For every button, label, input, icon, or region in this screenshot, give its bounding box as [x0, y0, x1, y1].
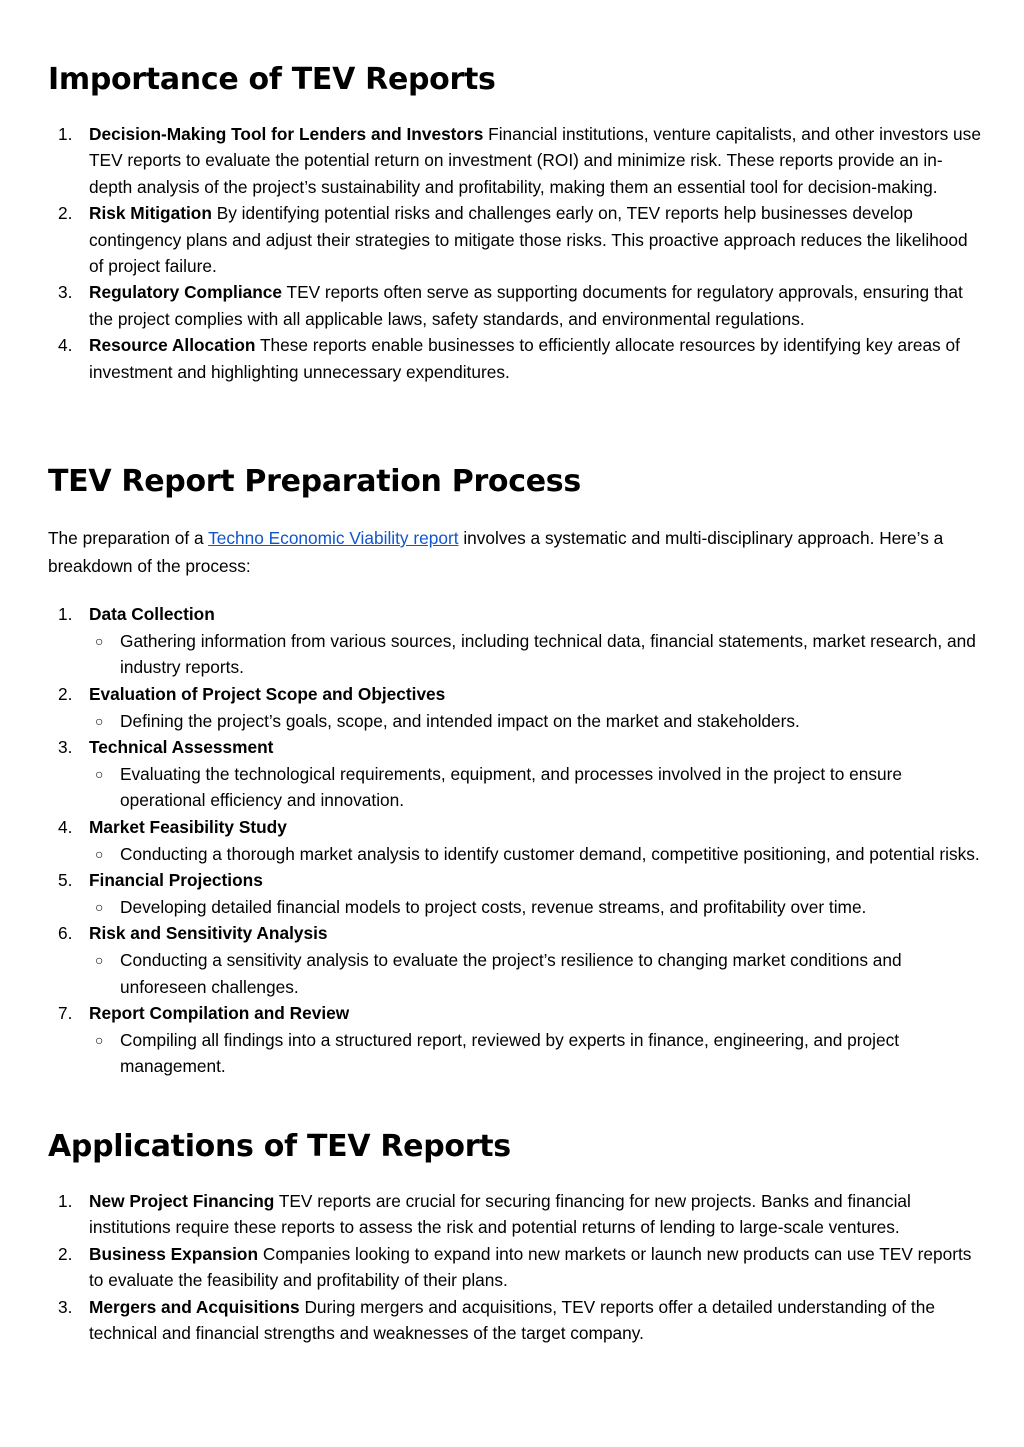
process-step [48, 734, 983, 814]
list-number: 2. [58, 203, 73, 224]
step-details [89, 947, 983, 1000]
list-item [48, 279, 983, 332]
section-heading-preparation: TEV Report Preparation Process [48, 464, 581, 499]
step-detail-text: Conducting a sensitivity analysis to evaluate the project’s resilience to changing market conditions and unforeseen challenges. [120, 950, 902, 997]
process-step [48, 681, 983, 734]
process-step [48, 920, 983, 1000]
list-number: 4. [58, 335, 73, 356]
intro-text-after: involves a systematic and multi-disciplinary approach. Here’s a breakdown of the process: [48, 528, 944, 576]
hollow-bullet-icon: ○ [95, 898, 104, 915]
section-heading-importance: Importance of TEV Reports [48, 62, 496, 97]
list-number: 2. [58, 683, 73, 704]
list-number: 3. [58, 282, 73, 303]
hollow-bullet-icon: ○ [95, 1032, 104, 1048]
item-text: These reports enable businesses to efficiently allocate resources by identifying key areas of investment and highlighting unnecessary expenditures. [89, 335, 960, 382]
hollow-bullet-icon: ○ [95, 845, 104, 862]
step-details [89, 894, 983, 920]
step-label: Market Feasibility Study [89, 816, 287, 837]
item-text: Financial institutions, venture capitalists, and other investors use TEV reports to evaluate the potential return on investment (ROI) and minimize risk. These reports provide an in-depth analysis of the project’s sustainability and profitability, making them an essential tool for decision-making. [89, 124, 981, 197]
intro-paragraph [48, 524, 983, 580]
item-text: During mergers and acquisitions, TEV reports offer a detailed understanding of the technical and financial strengths and weaknesses of the target company. [89, 1296, 935, 1344]
applications-list [48, 1188, 983, 1346]
list-number: 6. [58, 923, 73, 944]
item-label: Decision-Making Tool for Lenders and Investors [89, 124, 484, 144]
step-label: Technical Assessment [89, 737, 274, 758]
step-label: Risk and Sensitivity Analysis [89, 923, 328, 944]
step-details [89, 708, 983, 734]
item-label: Mergers and Acquisitions [89, 1296, 300, 1317]
list-number: 1. [58, 1191, 73, 1211]
importance-list [48, 121, 983, 385]
step-label: Data Collection [89, 604, 215, 624]
process-step [48, 814, 983, 867]
tev-report-link[interactable]: Techno Economic Viability report [208, 528, 459, 548]
item-label: Business Expansion [89, 1243, 259, 1264]
step-detail-text: Developing detailed financial models to project costs, revenue streams, and profitability over time. [120, 896, 867, 917]
step-label: Report Compilation and Review [89, 1003, 350, 1024]
process-steps-list [48, 601, 983, 1080]
step-detail [89, 708, 983, 734]
step-detail [89, 628, 983, 681]
item-label: Regulatory Compliance [89, 282, 283, 303]
step-detail [89, 761, 983, 814]
hollow-bullet-icon: ○ [95, 952, 104, 969]
item-text: Companies looking to expand into new markets or launch new products can use TEV reports to evaluate the feasibility and profitability of their plans. [89, 1243, 972, 1291]
process-step [48, 1000, 983, 1080]
list-item [48, 200, 983, 279]
step-detail [89, 894, 983, 920]
list-number: 4. [58, 816, 73, 837]
list-number: 1. [58, 604, 73, 624]
step-detail-text: Conducting a thorough market analysis to identify customer demand, competitive positioning, and potential risks. [120, 843, 980, 864]
step-detail [89, 1027, 983, 1080]
step-detail-text: Compiling all findings into a structured report, reviewed by experts in finance, engineering, and project management. [120, 1030, 900, 1077]
step-detail-text: Evaluating the technological requirements, equipment, and processes involved in the project to ensure operational efficiency and innovation. [120, 763, 902, 811]
item-label: Resource Allocation [89, 335, 256, 356]
hollow-bullet-icon: ○ [95, 632, 104, 649]
list-item [48, 332, 983, 385]
list-item [48, 1294, 983, 1347]
intro-text-before: The preparation of a [48, 528, 209, 548]
step-label: Financial Projections [89, 870, 263, 891]
step-detail-text: Defining the project’s goals, scope, and intended impact on the market and stakeholders. [120, 710, 800, 731]
process-step [48, 601, 983, 681]
step-details [89, 761, 983, 814]
item-text: TEV reports often serve as supporting documents for regulatory approvals, ensuring that the project complies with all applicable laws, safety standards, and environmental regulations. [89, 282, 963, 329]
list-item [48, 121, 983, 200]
list-number: 2. [58, 1243, 73, 1264]
step-details [89, 841, 983, 867]
list-item [48, 1241, 983, 1294]
section-heading-applications: Applications of TEV Reports [48, 1129, 511, 1164]
step-detail [89, 841, 983, 867]
list-number: 3. [58, 1296, 73, 1317]
step-detail-text: Gathering information from various sources, including technical data, financial statements, market research, and industry reports. [120, 630, 976, 678]
step-detail [89, 947, 983, 1000]
item-text: TEV reports are crucial for securing financing for new projects. Banks and financial institutions require these reports to assess the risk and potential returns of lending to large-scale ventures. [89, 1191, 911, 1238]
process-step [48, 867, 983, 920]
list-number: 5. [58, 870, 73, 891]
step-details [89, 628, 983, 681]
hollow-bullet-icon: ○ [95, 712, 104, 729]
item-label: New Project Financing [89, 1191, 275, 1211]
list-number: 3. [58, 737, 73, 758]
list-number: 1. [58, 124, 73, 144]
hollow-bullet-icon: ○ [95, 765, 104, 782]
item-label: Risk Mitigation [89, 203, 212, 224]
list-item [48, 1188, 983, 1241]
step-label: Evaluation of Project Scope and Objectives [89, 683, 446, 704]
item-text: By identifying potential risks and challenges early on, TEV reports help businesses develop contingency plans and adjust their strategies to mitigate those risks. This proactive approach reduces the likelihood of project failure. [89, 203, 968, 277]
list-number: 7. [58, 1003, 73, 1024]
step-details [89, 1027, 983, 1080]
